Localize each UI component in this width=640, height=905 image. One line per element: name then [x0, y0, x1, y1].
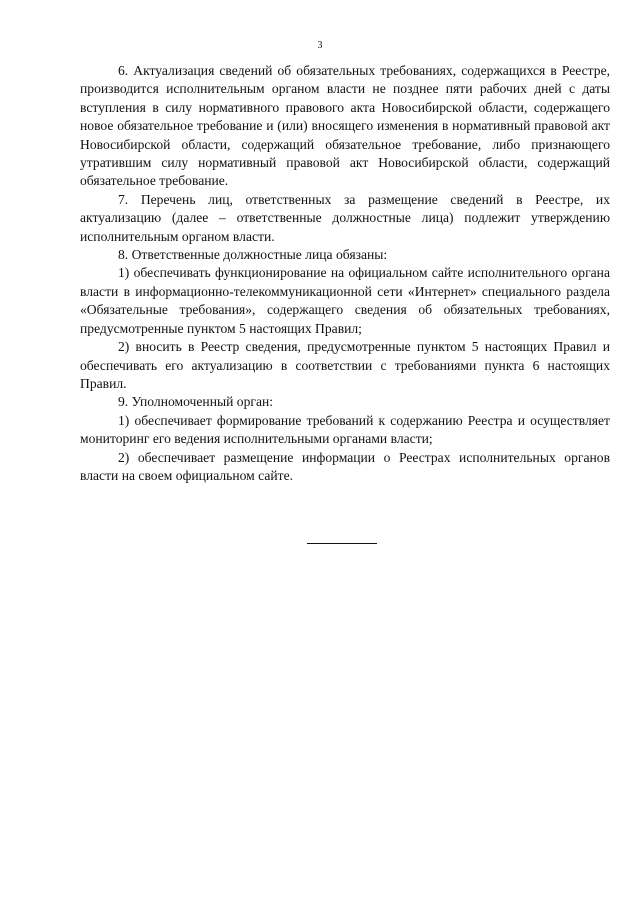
- paragraph-8-item-2: 2) вносить в Реестр сведения, предусмотренные пунктом 5 настоящих Правил и обеспечивать его актуализацию в соответствии с требованиями пункта 6 настоящих Правил.: [80, 339, 610, 391]
- paragraph-9-item-1: 1) обеспечивает формирование требований к содержанию Реестра и осуществляет мониторинг его ведения исполнительными органами власти;: [80, 412, 610, 447]
- paragraph-9-item-2: 2) обеспечивает размещение информации о Реестрах исполнительных органов власти на своем официальном сайте.: [80, 449, 610, 483]
- paragraph-8-item-1: 1) обеспечивать функционирование на официальном сайте исполнительного органа власти в информационно-телекоммуникационной сети «Интернет» специального раздела «Обязательные требования», содержащего сведения об обязательных требованиях, предусмотренные пунктом 5 настоящих Правил;: [80, 265, 610, 336]
- page-number: 3: [317, 40, 323, 51]
- paragraph-9: 9. Уполномоченный орган:: [118, 394, 274, 410]
- paragraph-6: 6. Актуализация сведений об обязательных требованиях, содержащихся в Реестре, производится исполнительным органом власти не позднее пяти рабочих дней с даты вступления в силу нормативного правового акта Новосибирской области, содержащего новое обязательное требование и (или) вносящего изменения в нормативный правовой акт Новосибирской области, содержащий обязательное требование, либо признающего утратившим силу нормативный правовой акт Новосибирской области, содержащий обязательное требование.: [80, 63, 610, 189]
- document-body: [80, 62, 610, 485]
- paragraph-7: 7. Перечень лиц, ответственных за размещение сведений в Реестре, их актуализацию (далее – ответственные должностные лица) подлежит утверждению исполнительным органом власти.: [80, 191, 610, 244]
- end-separator-line: [307, 543, 377, 544]
- paragraph-8: 8. Ответственные должностные лица обязаны:: [118, 247, 388, 263]
